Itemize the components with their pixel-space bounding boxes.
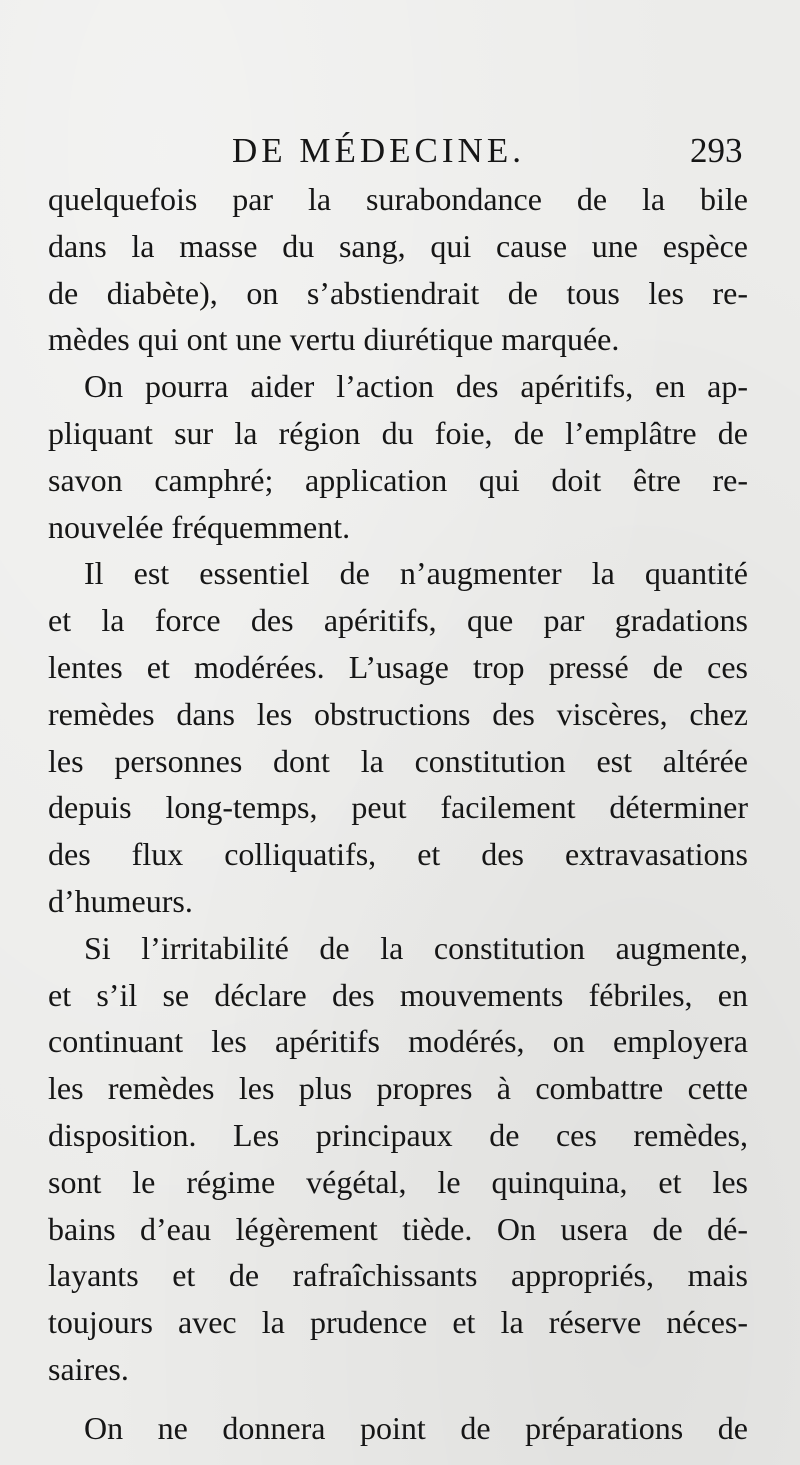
text-line: depuis long-temps, peut facilement déterminer (48, 789, 748, 826)
text-line: d’humeurs. (48, 882, 193, 919)
paragraph-irritabilite (48, 925, 748, 1393)
text-line: les remèdes les plus propres à combattre cette (48, 1070, 748, 1107)
running-title: DE MÉDECINE. (232, 131, 525, 170)
text-line: saires. (48, 1350, 129, 1387)
text-line: et la force des apéritifs, que par gradations (48, 602, 748, 639)
text-line: pliquant sur la région du foie, de l’emplâtre de (48, 414, 748, 451)
text-line: sont le régime végétal, le quinquina, et les (48, 1163, 748, 1200)
text-line: Si l’irritabilité de la constitution augmente, (84, 929, 748, 966)
text-line: mèdes qui ont une vertu diurétique marquée. (48, 321, 620, 358)
page-number: 293 (690, 131, 743, 170)
text-line: et s’il se déclare des mouvements fébriles, en (48, 976, 748, 1013)
text-line: disposition. Les principaux de ces remèdes, (48, 1116, 748, 1153)
text-line: savon camphré; application qui doit être re- (48, 461, 748, 498)
text-line: layants et de rafraîchissants appropriés, mais (48, 1257, 748, 1294)
text-line: remèdes dans les obstructions des viscères, chez (48, 695, 748, 732)
text-line: quelquefois par la surabondance de la bile (48, 181, 748, 217)
text-line: continuant les apéritifs modérés, on employera (48, 1023, 748, 1060)
text-line: toujours avec la prudence et la réserve néces- (48, 1304, 748, 1341)
text-line: dans la masse du sang, qui cause une espèce (48, 227, 748, 264)
paragraph-continuation (48, 176, 748, 363)
text-line: les personnes dont la constitution est altérée (48, 742, 748, 779)
text-line: bains d’eau légèrement tiède. On usera de dé- (48, 1210, 748, 1247)
text-line: de diabète), on s’abstiendrait de tous les re- (48, 274, 748, 311)
text-line: On ne donnera point de préparations de (84, 1409, 748, 1446)
text-line: Il est essentiel de n’augmenter la quantité (84, 555, 748, 592)
paragraph-gradations (48, 550, 748, 924)
paragraph-preparations (48, 1405, 748, 1452)
text-line: nouvelée fréquemment. (48, 508, 351, 545)
paragraph-gap (48, 1393, 748, 1405)
paragraph-emplatre (48, 363, 748, 550)
text-line: lentes et modérées. L’usage trop pressé de ces (48, 648, 748, 685)
body-text (48, 176, 748, 1452)
running-head (0, 126, 800, 176)
text-line: On pourra aider l’action des apéritifs, en ap- (84, 368, 748, 405)
text-line: des flux colliquatifs, et des extravasations (48, 836, 748, 873)
